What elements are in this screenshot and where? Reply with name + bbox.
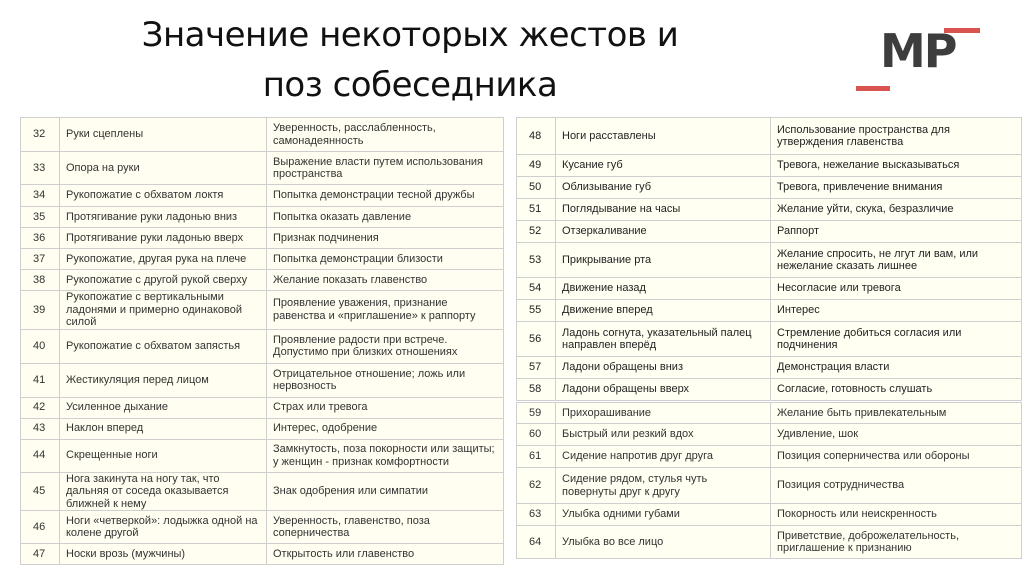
gestures-table-right-top [516, 117, 1022, 401]
table-row [517, 300, 1022, 322]
table-row [517, 243, 1022, 278]
meaning-cell: Интерес, одобрение [267, 418, 504, 439]
meaning-cell: Уверенность, расслабленность, самонадеянность [267, 118, 504, 152]
meaning-cell: Попытка демонстрации тесной дружбы [267, 185, 504, 207]
row-number: 62 [517, 468, 556, 504]
table-row [517, 118, 1022, 155]
meaning-cell: Отрицательное отношение; ложь или нервозность [267, 363, 504, 397]
row-number: 50 [517, 177, 556, 199]
gesture-cell: Облизывание губ [556, 177, 771, 199]
gestures-table-right-bottom [516, 402, 1022, 559]
row-number: 54 [517, 278, 556, 300]
gesture-cell: Ладони обращены вверх [556, 379, 771, 401]
gesture-cell: Улыбка во все лицо [556, 526, 771, 559]
row-number: 48 [517, 118, 556, 155]
row-number: 56 [517, 322, 556, 357]
gesture-cell: Рукопожатие, другая рука на плече [60, 249, 267, 270]
meaning-cell: Тревога, нежелание высказываться [771, 155, 1022, 177]
row-number: 63 [517, 504, 556, 526]
gestures-table-left [20, 117, 504, 565]
gesture-cell: Жестикуляция перед лицом [60, 363, 267, 397]
row-number: 61 [517, 446, 556, 468]
row-number: 44 [21, 439, 60, 472]
gesture-cell: Нога закинута на ногу так, что дальняя от соседа оказывается ближней к нему [60, 472, 267, 511]
gesture-cell: Поглядывание на часы [556, 199, 771, 221]
table-row [21, 363, 504, 397]
meaning-cell: Позиция сотрудничества [771, 468, 1022, 504]
row-number: 41 [21, 363, 60, 397]
row-number: 47 [21, 544, 60, 565]
table-row [21, 544, 504, 565]
gesture-cell: Протягивание руки ладонью вниз [60, 207, 267, 228]
gesture-cell: Сидение напротив друг друга [556, 446, 771, 468]
table-row [21, 270, 504, 291]
meaning-cell: Приветствие, доброжелательность, приглашение к признанию [771, 526, 1022, 559]
row-number: 49 [517, 155, 556, 177]
meaning-cell: Уверенность, главенство, поза соперничества [267, 511, 504, 544]
meaning-cell: Удивление, шок [771, 424, 1022, 446]
meaning-cell: Попытка демонстрации близости [267, 249, 504, 270]
table-row [21, 249, 504, 270]
meaning-cell: Желание спросить, не лгут ли вам, или нежелание сказать лишнее [771, 243, 1022, 278]
table-row [21, 397, 504, 418]
logo-text: МР [880, 24, 956, 78]
row-number: 34 [21, 185, 60, 207]
table-row [21, 511, 504, 544]
table-row [517, 199, 1022, 221]
table-row [21, 439, 504, 472]
meaning-cell: Желание быть привлекательным [771, 403, 1022, 424]
table-row [21, 291, 504, 330]
table-row [21, 472, 504, 511]
gesture-cell: Прихорашивание [556, 403, 771, 424]
meaning-cell: Знак одобрения или симпатии [267, 472, 504, 511]
row-number: 45 [21, 472, 60, 511]
slide-title-line-1: Значение некоторых жестов и [141, 15, 679, 55]
table-row [21, 418, 504, 439]
gesture-cell: Ладонь согнута, указательный палец направлен вперёд [556, 322, 771, 357]
gesture-cell: Ноги «четверкой»: лодыжка одной на колене другой [60, 511, 267, 544]
row-number: 55 [517, 300, 556, 322]
table-row [517, 379, 1022, 401]
table-row [517, 504, 1022, 526]
gesture-cell: Опора на руки [60, 152, 267, 185]
row-number: 58 [517, 379, 556, 401]
meaning-cell: Использование пространства для утверждения главенства [771, 118, 1022, 155]
gesture-cell: Наклон вперед [60, 418, 267, 439]
gesture-cell: Прикрывание рта [556, 243, 771, 278]
meaning-cell: Позиция соперничества или обороны [771, 446, 1022, 468]
meaning-cell: Демонстрация власти [771, 357, 1022, 379]
table-row [21, 152, 504, 185]
table-row [517, 357, 1022, 379]
table-row [517, 155, 1022, 177]
table-row [21, 207, 504, 228]
table-row [517, 403, 1022, 424]
table-row [517, 278, 1022, 300]
gesture-cell: Руки сцеплены [60, 118, 267, 152]
table-row [517, 526, 1022, 559]
meaning-cell: Страх или тревога [267, 397, 504, 418]
row-number: 37 [21, 249, 60, 270]
table-row [517, 177, 1022, 199]
row-number: 39 [21, 291, 60, 330]
gesture-cell: Скрещенные ноги [60, 439, 267, 472]
meaning-cell: Открытость или главенство [267, 544, 504, 565]
gesture-cell: Отзеркаливание [556, 221, 771, 243]
gesture-cell: Ладони обращены вниз [556, 357, 771, 379]
row-number: 46 [21, 511, 60, 544]
gesture-cell: Рукопожатие с вертикальными ладонями и примерно одинаковой силой [60, 291, 267, 330]
meaning-cell: Интерес [771, 300, 1022, 322]
gesture-cell: Рукопожатие с обхватом запястья [60, 329, 267, 363]
gesture-cell: Рукопожатие с другой рукой сверху [60, 270, 267, 291]
meaning-cell: Выражение власти путем использования пространства [267, 152, 504, 185]
row-number: 52 [517, 221, 556, 243]
row-number: 42 [21, 397, 60, 418]
row-number: 33 [21, 152, 60, 185]
gesture-cell: Улыбка одними губами [556, 504, 771, 526]
meaning-cell: Покорность или неискренность [771, 504, 1022, 526]
meaning-cell: Несогласие или тревога [771, 278, 1022, 300]
row-number: 43 [21, 418, 60, 439]
table-row [21, 118, 504, 152]
table-row [517, 424, 1022, 446]
gesture-cell: Сидение рядом, стулья чуть повернуты друг к другу [556, 468, 771, 504]
gesture-cell: Протягивание руки ладонью вверх [60, 228, 267, 249]
table-row [517, 468, 1022, 504]
gesture-cell: Ноги расставлены [556, 118, 771, 155]
row-number: 59 [517, 403, 556, 424]
row-number: 64 [517, 526, 556, 559]
table-row [21, 185, 504, 207]
table-row [517, 221, 1022, 243]
row-number: 40 [21, 329, 60, 363]
meaning-cell: Попытка оказать давление [267, 207, 504, 228]
meaning-cell: Раппорт [771, 221, 1022, 243]
row-number: 35 [21, 207, 60, 228]
meaning-cell: Желание уйти, скука, безразличие [771, 199, 1022, 221]
row-number: 60 [517, 424, 556, 446]
meaning-cell: Согласие, готовность слушать [771, 379, 1022, 401]
row-number: 32 [21, 118, 60, 152]
gesture-cell: Усиленное дыхание [60, 397, 267, 418]
meaning-cell: Замкнутость, поза покорности или защиты; у женщин - признак комфортности [267, 439, 504, 472]
table-row [21, 329, 504, 363]
mp-logo [852, 24, 982, 94]
slide-title [60, 10, 760, 110]
gesture-cell: Рукопожатие с обхватом локтя [60, 185, 267, 207]
gesture-cell: Носки врозь (мужчины) [60, 544, 267, 565]
row-number: 53 [517, 243, 556, 278]
gesture-cell: Быстрый или резкий вдох [556, 424, 771, 446]
table-row [517, 446, 1022, 468]
row-number: 51 [517, 199, 556, 221]
meaning-cell: Стремление добиться согласия или подчинения [771, 322, 1022, 357]
meaning-cell: Тревога, привлечение внимания [771, 177, 1022, 199]
logo-bar-bottom [856, 86, 890, 91]
table-row [21, 228, 504, 249]
gesture-cell: Движение вперед [556, 300, 771, 322]
slide-title-line-2: поз собеседника [262, 65, 558, 105]
meaning-cell: Желание показать главенство [267, 270, 504, 291]
gesture-cell: Кусание губ [556, 155, 771, 177]
gesture-cell: Движение назад [556, 278, 771, 300]
meaning-cell: Признак подчинения [267, 228, 504, 249]
meaning-cell: Проявление уважения, признание равенства и «приглашение» к раппорту [267, 291, 504, 330]
row-number: 38 [21, 270, 60, 291]
table-row [517, 322, 1022, 357]
row-number: 57 [517, 357, 556, 379]
row-number: 36 [21, 228, 60, 249]
meaning-cell: Проявление радости при встрече. Допустимо при близких отношениях [267, 329, 504, 363]
